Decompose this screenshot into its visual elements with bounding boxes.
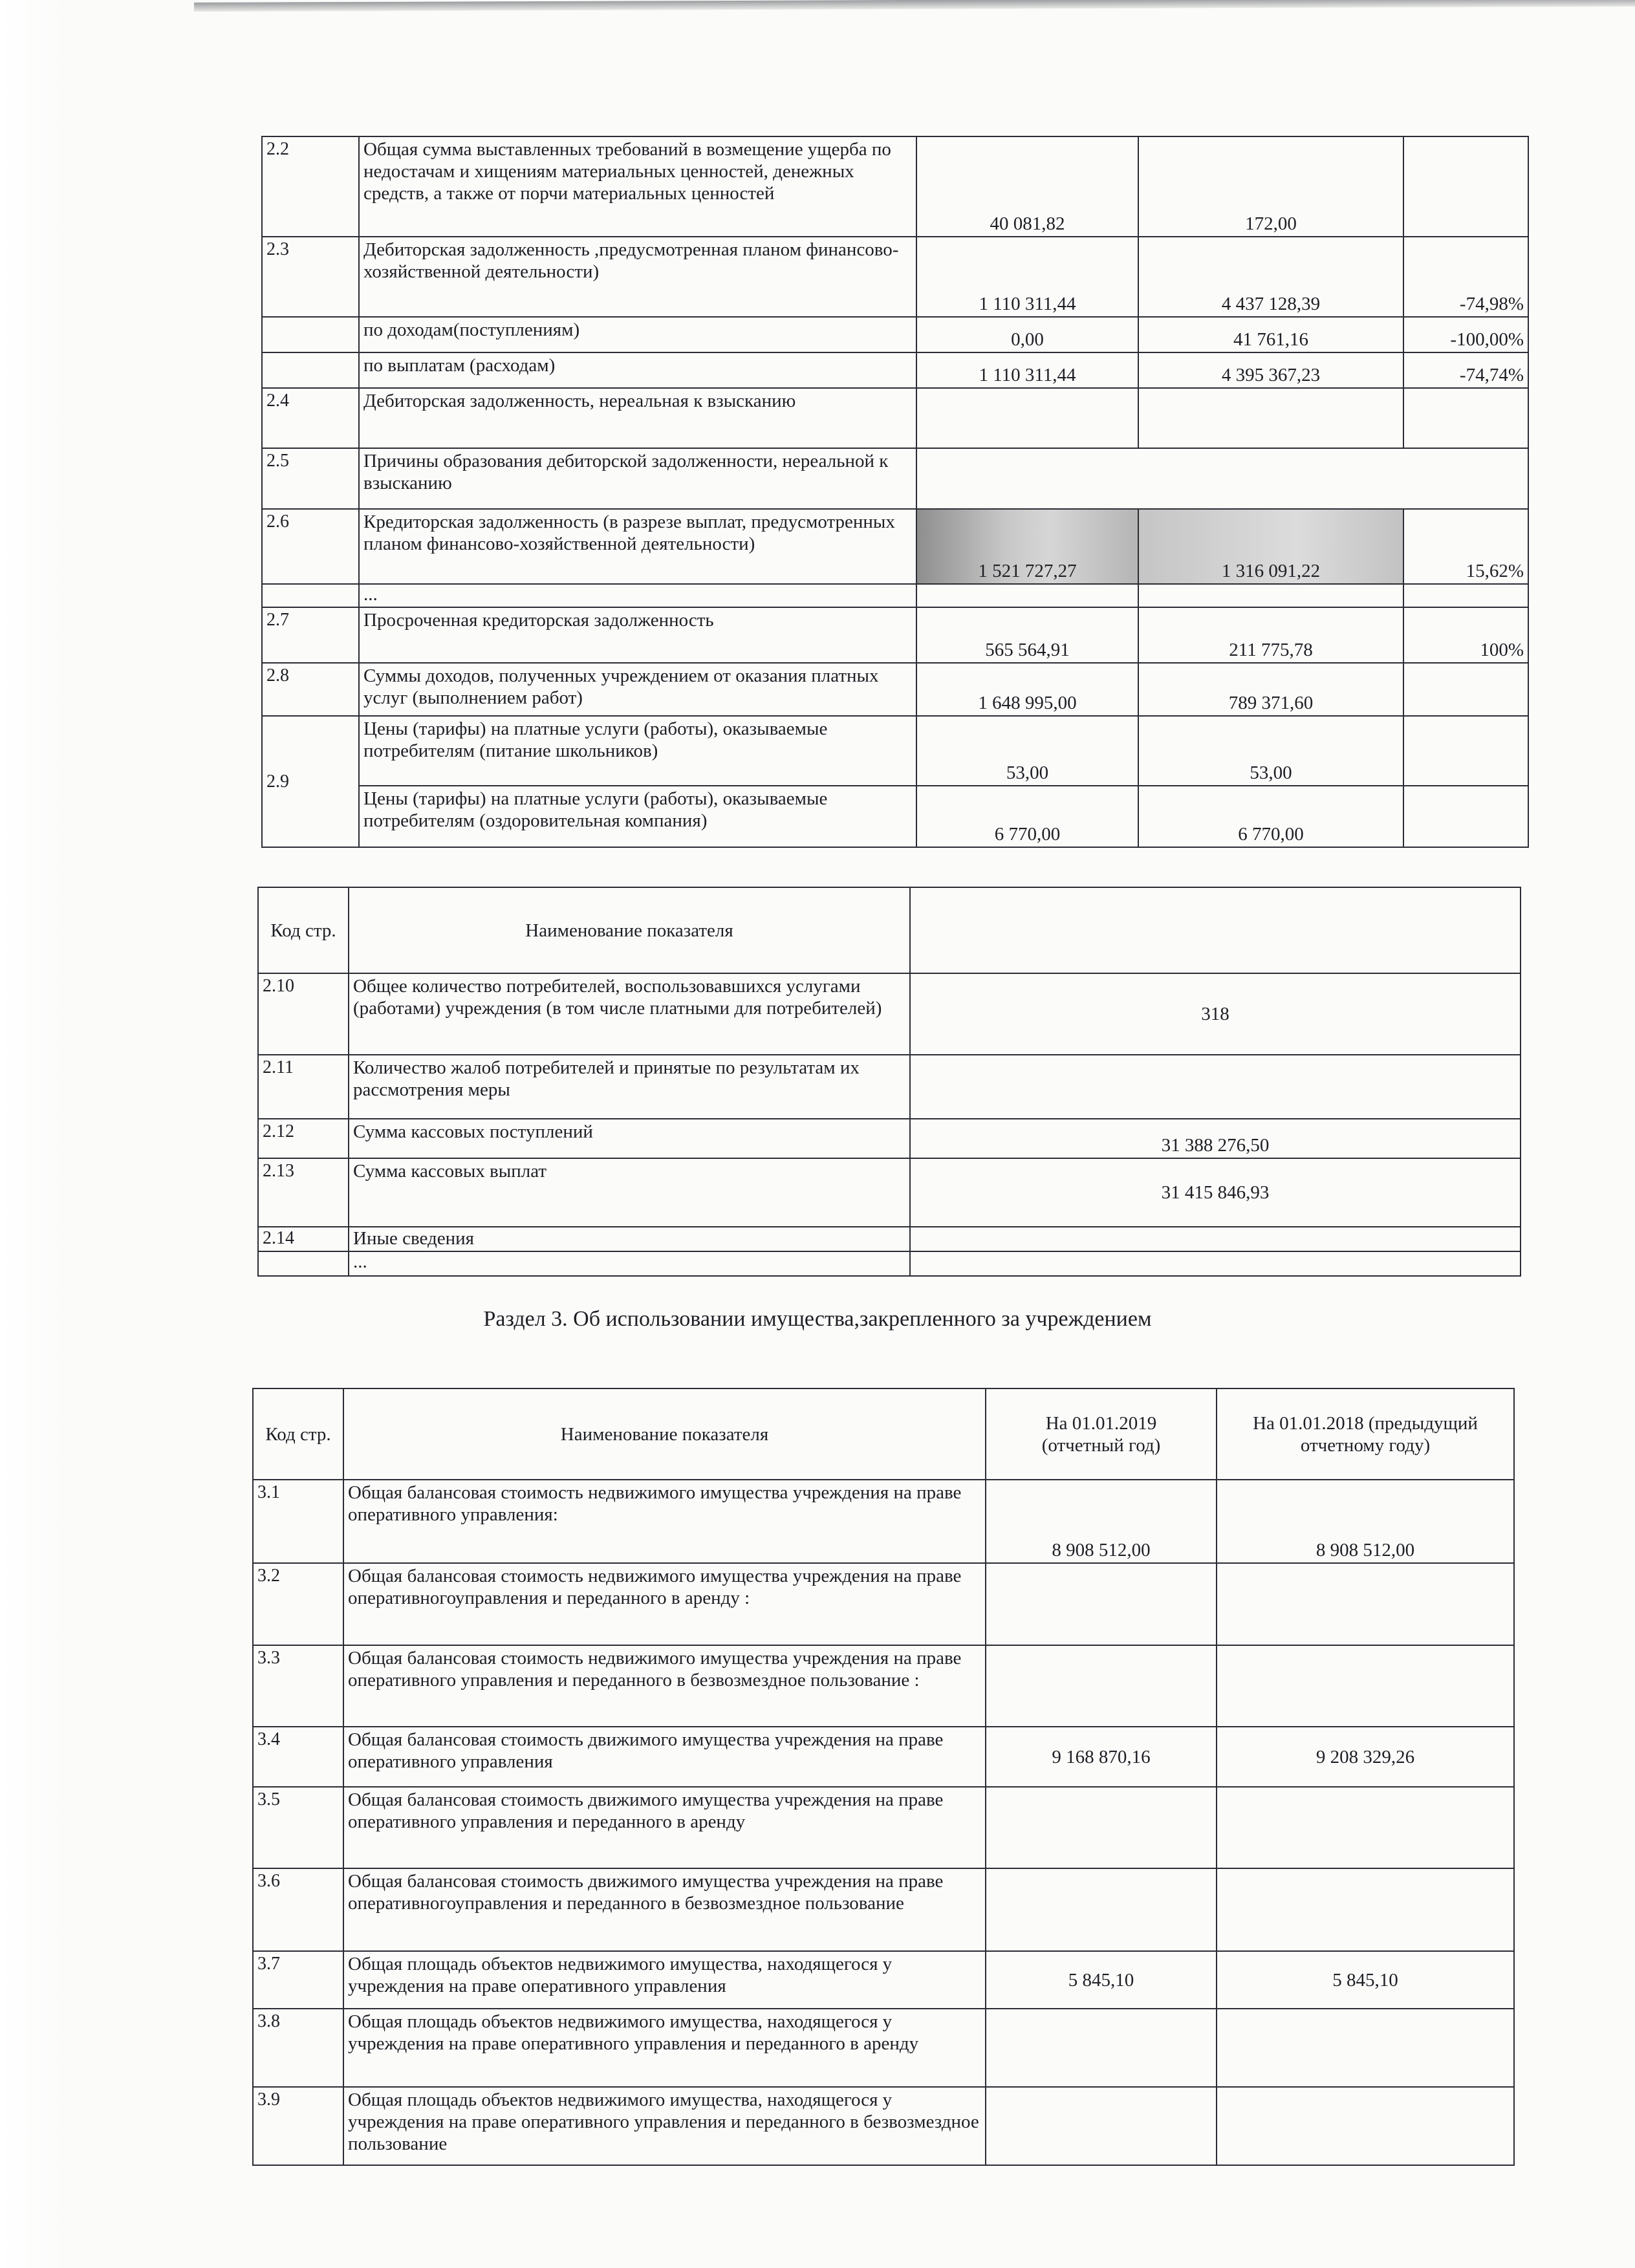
value-cell: 31 388 276,50: [910, 1119, 1521, 1158]
value-cell: 1 316 091,22: [1138, 509, 1403, 584]
row-name: Сумма кассовых выплат: [349, 1158, 910, 1227]
indicators-table-section2: [261, 136, 1529, 848]
row-name: Общая балансовая стоимость движимого имущества учреждения на праве оперативного управления: [343, 1727, 986, 1787]
percent-cell: [1403, 388, 1528, 448]
value-cell: 41 761,16: [1138, 317, 1403, 352]
value-cell: [1138, 584, 1403, 607]
row-name: Общее количество потребителей, воспользовавшихся услугами (работами) учреждения (в том числе платными для потребителей): [349, 973, 910, 1055]
table-row: [258, 1227, 1521, 1251]
table-row: [262, 716, 1528, 786]
row-name: ...: [359, 584, 916, 607]
scan-edge: [194, 0, 1635, 12]
value-cell: 565 564,91: [916, 607, 1138, 663]
header-name: Наименование показателя: [343, 1388, 986, 1480]
table-row: [262, 317, 1528, 352]
percent-cell: -74,98%: [1403, 237, 1528, 317]
row-code: 2.8: [262, 663, 359, 716]
value-cell: 5 845,10: [986, 1951, 1217, 2009]
table-row: [258, 1251, 1521, 1276]
value-cell: [910, 1055, 1521, 1119]
value-cell: 6 770,00: [916, 786, 1138, 847]
value-cell: [986, 1787, 1217, 1868]
row-name: Общая площадь объектов недвижимого имущества, находящегося у учреждения на праве оперативного управления и переданного в аренду: [343, 2009, 986, 2087]
header-code: Код стр.: [253, 1388, 343, 1480]
row-name: Цены (тарифы) на платные услуги (работы), оказываемые потребителям (питание школьников): [359, 716, 916, 786]
table-row: [253, 1480, 1514, 1563]
row-code: 3.9: [253, 2087, 343, 2165]
value-cell: [1217, 1563, 1514, 1645]
value-cell: [986, 1563, 1217, 1645]
percent-cell: [1403, 716, 1528, 786]
value-cell: 31 415 846,93: [910, 1158, 1521, 1227]
table-row: [258, 1055, 1521, 1119]
header-previous-year-date: На 01.01.2018 (предыдущий: [1253, 1412, 1478, 1434]
row-name: Общая балансовая стоимость недвижимого имущества учреждения на праве оперативного управления:: [343, 1480, 986, 1563]
header-previous-year-note: отчетному году): [1300, 1434, 1431, 1456]
row-code: 3.2: [253, 1563, 343, 1645]
table-row: [253, 1563, 1514, 1645]
row-code: 3.1: [253, 1480, 343, 1563]
table-row: [262, 448, 1528, 509]
row-name: Дебиторская задолженность ,предусмотренная планом финансово-хозяйственной деятельности): [359, 237, 916, 317]
value-cell: [1217, 2009, 1514, 2087]
row-code: 3.6: [253, 1868, 343, 1951]
value-cell: 40 081,82: [916, 136, 1138, 237]
value-cell: [1217, 1868, 1514, 1951]
table-row: [253, 1727, 1514, 1787]
row-name: Общая площадь объектов недвижимого имущества, находящегося у учреждения на праве оперативного управления: [343, 1951, 986, 2009]
row-name: Кредиторская задолженность (в разрезе выплат, предусмотренных планом финансово-хозяйственной деятельности): [359, 509, 916, 584]
table-row: [253, 1868, 1514, 1951]
row-name: Общая сумма выставленных требований в возмещение ущерба по недостачам и хищениям материальных ценностей, денежных средств, а также от порчи материальных ценностей: [359, 136, 916, 237]
table-row: [253, 1645, 1514, 1727]
row-name: Общая балансовая стоимость недвижимого имущества учреждения на праве оперативного управления и переданного в безвозмездное пользование :: [343, 1645, 986, 1727]
value-cell: 0,00: [916, 317, 1138, 352]
value-cell: 6 770,00: [1138, 786, 1403, 847]
row-name: Суммы доходов, полученных учреждением от оказания платных услуг (выполнением работ): [359, 663, 916, 716]
percent-cell: -100,00%: [1403, 317, 1528, 352]
value-cell: 1 110 311,44: [916, 237, 1138, 317]
table-row: [262, 388, 1528, 448]
row-code: 2.3: [262, 237, 359, 317]
row-name: Количество жалоб потребителей и принятые по результатам их рассмотрения меры: [349, 1055, 910, 1119]
row-code: 2.2: [262, 136, 359, 237]
row-name: по доходам(поступлениям): [359, 317, 916, 352]
value-cell: 4 395 367,23: [1138, 352, 1403, 388]
table-row: [253, 2009, 1514, 2087]
row-code: 2.5: [262, 448, 359, 509]
table-row: [258, 1119, 1521, 1158]
row-code: 2.10: [258, 973, 349, 1055]
header-name: Наименование показателя: [349, 887, 910, 973]
row-code: [258, 1251, 349, 1276]
table-row: [253, 1787, 1514, 1868]
percent-cell: 100%: [1403, 607, 1528, 663]
value-cell: 8 908 512,00: [986, 1480, 1217, 1563]
value-cell: 9 168 870,16: [986, 1727, 1217, 1787]
value-cell: [1217, 2087, 1514, 2165]
row-name: ...: [349, 1251, 910, 1276]
value-cell: 789 371,60: [1138, 663, 1403, 716]
row-code: 2.6: [262, 509, 359, 584]
row-name: Причины образования дебиторской задолженности, нереальной к взысканию: [359, 448, 916, 509]
percent-cell: -74,74%: [1403, 352, 1528, 388]
row-name: Общая площадь объектов недвижимого имущества, находящегося у учреждения на праве оперативного управления и переданного в безвозмездное пользование: [343, 2087, 986, 2165]
header-current-year: [986, 1388, 1217, 1480]
row-code: 3.3: [253, 1645, 343, 1727]
value-cell: 1 521 727,27: [916, 509, 1138, 584]
value-cell: 5 845,10: [1217, 1951, 1514, 2009]
row-name: Общая балансовая стоимость недвижимого имущества учреждения на праве оперативногоуправления и переданного в аренду :: [343, 1563, 986, 1645]
row-code: 3.4: [253, 1727, 343, 1787]
row-name: Общая балансовая стоимость движимого имущества учреждения на праве оперативногоуправления и переданного в безвозмездное пользование: [343, 1868, 986, 1951]
value-cell: [986, 2009, 1217, 2087]
value-cell: [1403, 584, 1528, 607]
property-usage-table: [252, 1388, 1515, 2166]
table-header-row: [253, 1388, 1514, 1480]
value-cell: 8 908 512,00: [1217, 1480, 1514, 1563]
header-value: [910, 887, 1521, 973]
value-cell: [910, 1227, 1521, 1251]
row-name: Сумма кассовых поступлений: [349, 1119, 910, 1158]
table-row: [258, 1158, 1521, 1227]
row-name: Просроченная кредиторская задолженность: [359, 607, 916, 663]
row-code: 2.12: [258, 1119, 349, 1158]
section-title: Раздел 3. Об использовании имущества,закрепленного за учреждением: [483, 1307, 1152, 1331]
value-cell: [986, 1868, 1217, 1951]
table-row: [253, 2087, 1514, 2165]
table-row: [262, 352, 1528, 388]
row-code: [262, 352, 359, 388]
value-cell: 318: [910, 973, 1521, 1055]
row-code: 3.5: [253, 1787, 343, 1868]
value-cell: 211 775,78: [1138, 607, 1403, 663]
header-current-year-note: (отчетный год): [1041, 1434, 1161, 1456]
row-code: 3.7: [253, 1951, 343, 2009]
row-code: 2.13: [258, 1158, 349, 1227]
header-current-year-date: На 01.01.2019: [1045, 1412, 1157, 1434]
value-cell: 53,00: [1138, 716, 1403, 786]
value-cell: 172,00: [1138, 136, 1403, 237]
indicators-table-section2-continued: [257, 887, 1521, 1277]
table-row: [253, 1951, 1514, 2009]
row-code: 2.11: [258, 1055, 349, 1119]
table-header-row: [258, 887, 1521, 973]
table-row: [262, 607, 1528, 663]
percent-cell: [1403, 136, 1528, 237]
row-code: 2.4: [262, 388, 359, 448]
value-cell: 53,00: [916, 716, 1138, 786]
row-name: по выплатам (расходам): [359, 352, 916, 388]
table-row: [262, 136, 1528, 237]
header-code: Код стр.: [258, 887, 349, 973]
table-row: [262, 237, 1528, 317]
value-cell: [916, 448, 1528, 509]
value-cell: 4 437 128,39: [1138, 237, 1403, 317]
row-code: [262, 317, 359, 352]
header-previous-year: [1217, 1388, 1514, 1480]
row-code: [262, 584, 359, 607]
row-name: Цены (тарифы) на платные услуги (работы), оказываемые потребителям (оздоровительная компания): [359, 786, 916, 847]
row-code: 2.9: [262, 716, 359, 847]
row-code: 3.8: [253, 2009, 343, 2087]
value-cell: 1 648 995,00: [916, 663, 1138, 716]
value-cell: 1 110 311,44: [916, 352, 1138, 388]
percent-cell: [1403, 786, 1528, 847]
row-name: Иные сведения: [349, 1227, 910, 1251]
value-cell: [1138, 388, 1403, 448]
table-row: [262, 584, 1528, 607]
row-code: 2.7: [262, 607, 359, 663]
value-cell: [986, 2087, 1217, 2165]
value-cell: [1217, 1787, 1514, 1868]
value-cell: [986, 1645, 1217, 1727]
row-code: 2.14: [258, 1227, 349, 1251]
table-row: [262, 509, 1528, 584]
value-cell: 9 208 329,26: [1217, 1727, 1514, 1787]
scan-edge: [0, 0, 65, 2268]
value-cell: [916, 388, 1138, 448]
row-name: Дебиторская задолженность, нереальная к взысканию: [359, 388, 916, 448]
value-cell: [910, 1251, 1521, 1276]
value-cell: [916, 584, 1138, 607]
percent-cell: 15,62%: [1403, 509, 1528, 584]
table-row: [258, 973, 1521, 1055]
row-name: Общая балансовая стоимость движимого имущества учреждения на праве оперативного управления и переданного в аренду: [343, 1787, 986, 1868]
value-cell: [1217, 1645, 1514, 1727]
table-row: [262, 663, 1528, 716]
percent-cell: [1403, 663, 1528, 716]
table-row: [262, 786, 1528, 847]
